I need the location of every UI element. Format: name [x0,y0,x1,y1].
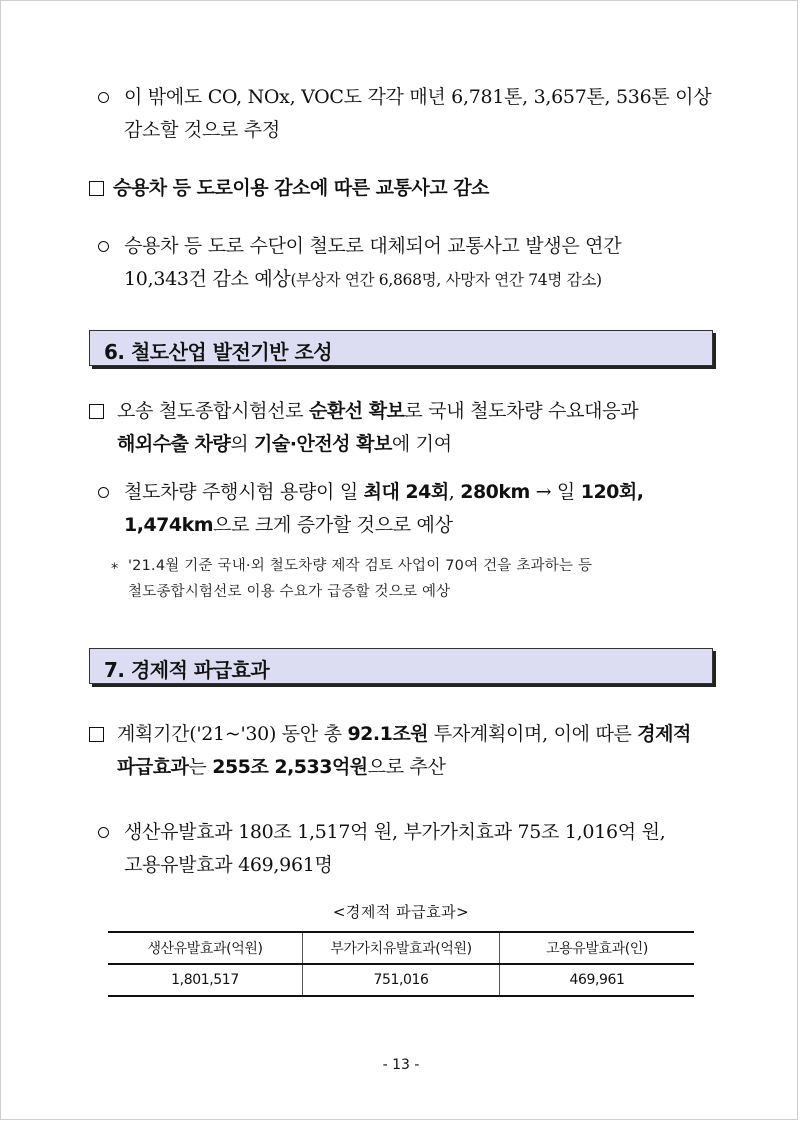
section-heading-7: 7. 경제적 파급효과 [89,648,713,684]
paragraph-test-capacity-line1: 철도차량 주행시험 용량이 일 최대 24회, 280km → 일 120회, [124,481,644,503]
table-header-row [108,932,694,964]
paragraph-investment-line2: 파급효과는 255조 2,533억원으로 추산 [117,756,446,778]
table-header-cell: 부가가치유발효과(억원) [303,932,500,964]
circle-bullet-icon [98,827,109,838]
circle-bullet-icon [98,487,109,498]
page-number: - 13 - [382,1057,420,1073]
square-bullet-icon [89,727,104,742]
paragraph-effects-line2: 고용유발효과 469,961명 [124,854,333,876]
square-bullet-icon [89,404,104,419]
paragraph-emissions-line2: 감소할 것으로 추정 [124,119,280,141]
economic-effects-table [108,931,694,997]
table-cell: 1,801,517 [171,972,239,988]
square-bullet-icon [89,181,104,196]
footnote-line2: 철도종합시험선로 이용 수요가 급증할 것으로 예상 [128,584,451,600]
paragraph-effects-line1: 생산유발효과 180조 1,517억 원, 부가가치효과 75조 1,016억 원, [124,821,666,843]
table-header-cell: 생산유발효과(억원) [147,941,263,957]
table-cell: 469,961 [500,964,695,996]
paragraph-investment-line1: 계획기간('21~'30) 동안 총 92.1조원 투자계획이며, 이에 따른 경제적 [117,723,691,745]
paragraph-traffic-line1: 승용차 등 도로 수단이 철도로 대체되어 교통사고 발생은 연간 [124,235,622,257]
table-header-cell: 고용유발효과(인) [500,932,695,964]
heading-traffic-accidents: 승용차 등 도로이용 감소에 따른 교통사고 감소 [113,177,489,199]
paragraph-test-line-line1: 오송 철도종합시험선로 순환선 확보로 국내 철도차량 수요대응과 [117,400,639,422]
circle-bullet-icon [98,241,109,252]
circle-bullet-icon [98,92,109,103]
footnote-marker: * [111,561,119,577]
paragraph-emissions-line1: 이 밖에도 CO, NOx, VOC도 각각 매년 6,781톤, 3,657톤, 536톤 이상 [124,86,712,108]
footnote-line1: '21.4월 기준 국내·외 철도차량 제작 검토 사업이 70여 건을 초과하는 등 [128,558,593,574]
table-caption: <경제적 파급효과> [332,903,470,921]
paragraph-test-line-line2: 해외수출 차량의 기술·안전성 확보에 기여 [117,433,452,455]
paragraph-test-capacity-line2: 1,474km으로 크게 증가할 것으로 예상 [124,514,453,536]
section-heading-6: 6. 철도산업 발전기반 조성 [89,330,713,366]
paragraph-traffic-line2: 10,343건 감소 예상(부상자 연간 6,868명, 사망자 연간 74명 감소) [124,268,602,290]
table-cell: 751,016 [303,964,500,996]
table-row [108,964,694,996]
